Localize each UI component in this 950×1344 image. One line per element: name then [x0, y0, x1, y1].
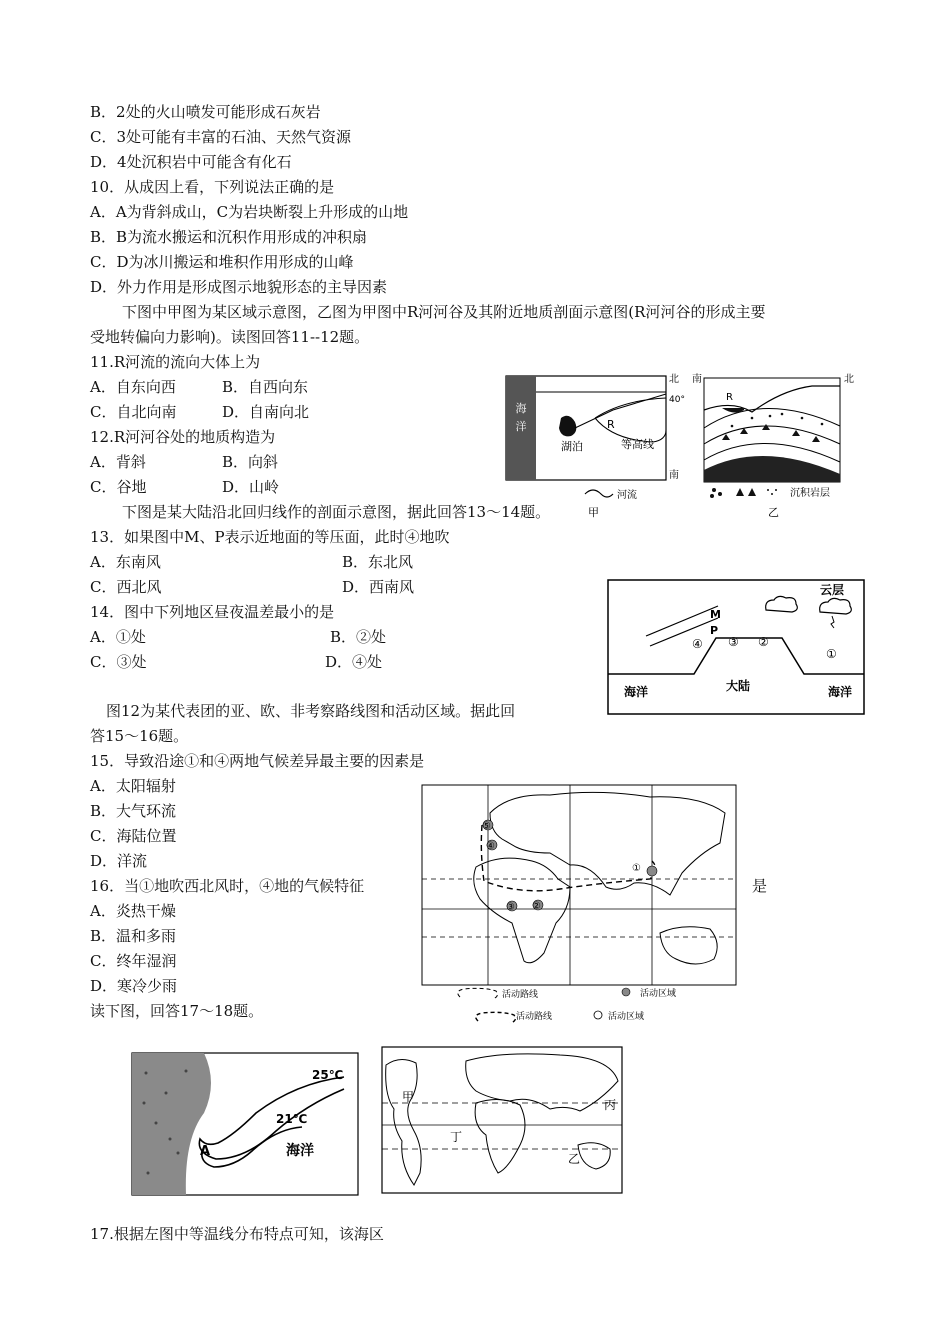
q11-stem: 11.R河流的流向大体上为 [90, 353, 261, 371]
q15-stem: 15．导致沿途①和④两地气候差异最主要的因素是 [90, 752, 425, 770]
q11-option-b: B．自西向东 [222, 378, 309, 396]
profile-p: P [710, 624, 719, 637]
q12-option-b: B．向斜 [222, 453, 279, 471]
isotherm-ocean-label: 海洋 [286, 1143, 314, 1159]
q14-option-c: C．③处 [90, 653, 147, 671]
q16-option-b: B．温和多雨 [90, 927, 177, 945]
yi-south: 南 [692, 374, 702, 385]
isotherm-label-25: 25℃ [312, 1068, 344, 1082]
small-map-jia: 甲 [402, 1090, 415, 1104]
intro-11-12-line2: 受地转偏向力影响)。读图回答11--12题。 [90, 328, 370, 346]
yi-legend-rock: 沉积岩层 [790, 488, 830, 499]
q16-stem: 16．当①地吹西北风时，④地的气候特征 [90, 877, 365, 895]
jia-ocean-char1: 海 [515, 402, 527, 415]
intro-15-16-line2: 答15～16题。 [90, 727, 189, 745]
q16-option-a: A．炎热干燥 [90, 902, 176, 920]
legend-area-icon-1 [622, 988, 630, 996]
figure-route-map [420, 783, 740, 1033]
q16-option-d: D．寒冷少雨 [90, 977, 178, 995]
profile-point-1: ① [826, 647, 837, 661]
q14-option-b: B．②处 [330, 628, 387, 646]
q10-option-d: D．外力作用是形成图示地貌形态的主导因素 [90, 278, 388, 296]
jia-river-label: R [607, 418, 615, 431]
route-point-1: ① [632, 863, 641, 874]
q15-option-a: A．太阳辐射 [90, 777, 176, 795]
q13-stem: 13．如果图中M、P表示近地面的等压面，此时④地吹 [90, 528, 450, 546]
jia-ocean-char2: 洋 [515, 420, 527, 433]
figure-jia-region-map [503, 370, 693, 520]
legend-route-icon-1 [458, 988, 498, 999]
q13-option-c: C．西北风 [90, 578, 162, 596]
small-map-yi: 乙 [568, 1152, 581, 1166]
q15-option-b: B．大气环流 [90, 802, 177, 820]
profile-land: 大陆 [726, 679, 751, 693]
small-map-ding: 丁 [450, 1130, 463, 1144]
q14-stem: 14．图中下列地区昼夜温差最小的是 [90, 603, 335, 621]
q12-option-d: D．山岭 [222, 478, 280, 496]
figure-continent-profile [606, 578, 866, 718]
q11-option-a: A．自东向西 [90, 378, 176, 396]
profile-ocean-right: 海洋 [828, 685, 853, 699]
figure-yi-geologic-section [692, 370, 862, 520]
q10-option-c: C．D为冰川搬运和堆积作用形成的山峰 [90, 253, 354, 271]
profile-point-4: ④ [692, 637, 703, 651]
isotherm-point-a: A [200, 1144, 211, 1159]
intro-15-16-line1: 图12为某代表团的亚、欧、非考察路线图和活动区域。据此回 [106, 702, 516, 720]
q9-option-c: C．3处可能有丰富的石油、天然气资源 [90, 128, 352, 146]
q12-option-c: C．谷地 [90, 478, 147, 496]
jia-south: 南 [669, 470, 679, 481]
profile-point-3: ③ [728, 635, 739, 649]
q15-option-c: C．海陆位置 [90, 827, 177, 845]
q11-option-d: D．自南向北 [222, 403, 310, 421]
legend-route-label-2: 活动路线 [516, 1012, 553, 1022]
q15-option-d: D．洋流 [90, 852, 148, 870]
profile-ocean-left: 海洋 [624, 685, 649, 699]
q17-stem: 17.根据左图中等温线分布特点可知，该海区 [90, 1225, 384, 1243]
figure-isotherm-map [126, 1043, 366, 1203]
route-point-4: ④ [486, 841, 495, 852]
route-point-3: ③ [506, 902, 515, 913]
route-point-2: ② [532, 901, 541, 912]
q13-option-b: B．东北风 [342, 553, 414, 571]
q16-stem-tail: 是 [752, 877, 768, 895]
legend-route-icon-2 [476, 1012, 516, 1023]
yi-north: 北 [844, 374, 854, 385]
q9-option-b: B．2处的火山喷发可能形成石灰岩 [90, 103, 321, 121]
route-point-5: ⑤ [482, 821, 491, 832]
jia-legend-river: 河流 [617, 490, 637, 501]
q16-option-c: C．终年湿润 [90, 952, 177, 970]
intro-13-14: 下图是某大陆沿北回归线作的剖面示意图，据此回答13～14题。 [122, 503, 551, 521]
jia-caption: 甲 [588, 506, 599, 519]
intro-17-18: 读下图，回答17～18题。 [90, 1002, 264, 1020]
jia-lake-label: 湖泊 [561, 440, 583, 453]
profile-m: M [710, 608, 721, 621]
profile-point-2: ② [758, 635, 769, 649]
q10-option-b: B．B为流水搬运和沉积作用形成的冲积扇 [90, 228, 368, 246]
legend-symbols [710, 488, 777, 498]
q13-option-d: D．西南风 [342, 578, 415, 596]
legend-area-label-2: 活动区域 [608, 1012, 645, 1022]
q11-option-c: C．自北向南 [90, 403, 177, 421]
q10-stem: 10．从成因上看，下列说法正确的是 [90, 178, 335, 196]
q10-option-a: A．A为背斜成山，C为岩块断裂上升形成的山地 [90, 203, 409, 221]
q9-option-d: D．4处沉积岩中可能含有化石 [90, 153, 292, 171]
q12-stem: 12.R河河谷处的地质构造为 [90, 428, 276, 446]
q14-option-d: D．④处 [325, 653, 383, 671]
legend-route-label-1: 活动路线 [502, 990, 539, 1000]
q13-option-a: A．东南风 [90, 553, 161, 571]
small-map-bing: 丙 [604, 1098, 617, 1112]
isotherm-label-21: 21℃ [276, 1112, 308, 1126]
jia-lat: 40° [669, 395, 685, 405]
legend-area-icon-2 [594, 1011, 602, 1019]
legend-area-label-1: 活动区域 [640, 989, 677, 999]
yi-caption: 乙 [768, 506, 779, 519]
profile-cloud-label: 云层 [820, 583, 845, 597]
intro-11-12-line1: 下图中甲图为某区域示意图，乙图为甲图中R河河谷及其附近地质剖面示意图(R河河谷的形成主要 [122, 303, 766, 321]
figure-small-world-map [380, 1045, 626, 1197]
jia-contour-label: 等高线 [621, 438, 654, 451]
q12-option-a: A．背斜 [90, 453, 146, 471]
river-legend-icon [585, 490, 613, 497]
q14-option-a: A．①处 [90, 628, 146, 646]
yi-river-label: R [726, 392, 733, 403]
jia-north: 北 [669, 374, 679, 385]
